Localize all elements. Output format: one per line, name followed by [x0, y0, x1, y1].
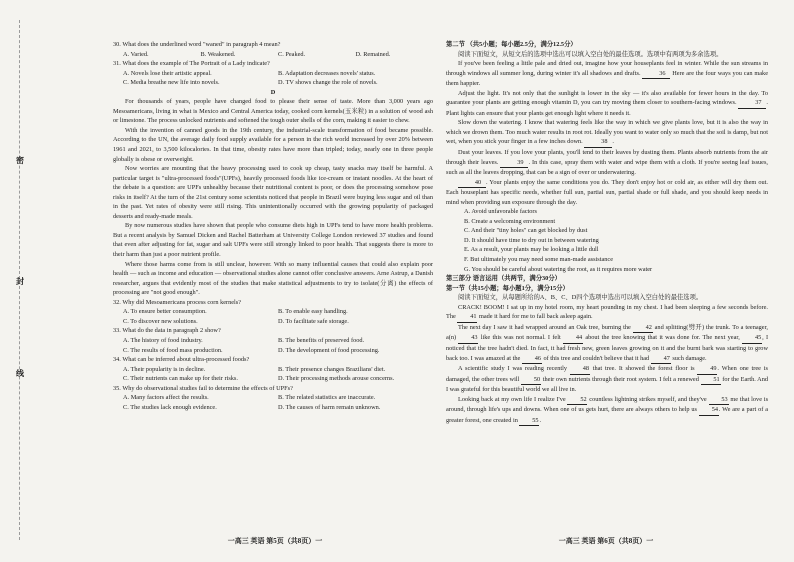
option[interactable]: A. Many factors affect the results.: [123, 394, 209, 402]
section-letter: D: [270, 88, 276, 96]
option[interactable]: B. Weakened.: [200, 50, 236, 58]
cloze-paragraph: Looking back at my own life I realize I've 52 countless lightning strikes myself, and they've 53 me that love is around, through life's ups and downs. When one of us gets hurt, there are always others to help us 54. We are a part of a greater forest, one created in 55.: [446, 395, 768, 427]
option[interactable]: A. Their popularity is in decline.: [123, 365, 206, 373]
option[interactable]: B. To enable easy handling.: [278, 308, 348, 316]
option[interactable]: D. The development of food processing.: [278, 346, 380, 354]
option[interactable]: F. But ultimately you may need some man-made assistance: [464, 256, 614, 264]
blank-49[interactable]: 49: [697, 364, 717, 375]
blank-52[interactable]: 52: [567, 395, 587, 406]
blank-45[interactable]: 45: [742, 333, 762, 344]
passage-paragraph: 40 . Your plants enjoy the same conditions you do. They don't enjoy hot or cold air, as either will dry them out. Each houseplant has specific needs, whether full sun, partial sun, partial shade or full shade, and you should keep needs in mind when providing sun exposure through the day.: [446, 178, 768, 206]
blank-43[interactable]: 43: [458, 333, 478, 344]
option[interactable]: B. Their presence changes Brazilians' diet.: [278, 365, 386, 373]
option[interactable]: C. And their "tiny holes" can get blocked by dust: [464, 227, 588, 235]
gutter-char-seal: 密: [16, 156, 24, 165]
option[interactable]: C. To discover new solutions.: [123, 317, 198, 325]
page-footer-left: 一高三 英语 第5页（共8页）一: [227, 537, 323, 545]
option[interactable]: D. Remained.: [355, 50, 391, 58]
section2-instruction: 阅读下面短文，从短文后的选项中选出可以填入空白处的最佳选项。选项中有两项为多余选项。: [458, 50, 723, 58]
blank-44[interactable]: 44: [563, 333, 583, 344]
blank-38[interactable]: 38: [584, 137, 612, 148]
option[interactable]: B. The related statistics are inaccurate.: [278, 394, 376, 402]
passage-paragraph: With the invention of canned goods in the 19th century, the industrial-scale transformation of food became possible. According to the UN, the average daily food supply available for a person in the rich world increased by over 20% between 1961 and 2021, to 3,500 kilocalories. In that time, obesity rates have more than tripled; today, nearly one in three people globally is obese or overweight.: [113, 126, 433, 163]
gutter-char-seal-2: 封: [16, 277, 24, 286]
option[interactable]: A. To ensure better consumption.: [123, 308, 207, 316]
option[interactable]: D. It should have time to dry out in between watering: [464, 236, 599, 244]
cloze-paragraph: CRACK! BOOM! I sat up in my hotel room, my heart pounding in my chest. I had been sleeping a few seconds before. The 41 made it hard for me to fall back asleep again.: [446, 303, 768, 323]
passage-paragraph: Adjust the light. It's not only that the sunlight is lower in the sky — it's also available for fewer hours in the day. To guarantee your plants are getting enough vitamin D, you can try moving them closer to southern-facing windows. 37 . Plant lights can ensure that your plants get enough light where it needs it.: [446, 89, 768, 117]
option[interactable]: D. To facilitate safe storage.: [278, 317, 349, 325]
q33-stem: 33. What do the data in paragraph 2 show?: [113, 327, 221, 335]
blank-41[interactable]: 41: [457, 312, 477, 323]
part3-heading: 第三部分 语言运用（共两节，满分30分）: [446, 275, 561, 283]
q34-stem: 34. What can be inferred about ultra-processed foods?: [113, 356, 250, 364]
q31-options: [113, 69, 433, 88]
right-column: [446, 40, 768, 426]
seven-choice-options: [446, 207, 768, 274]
q33-options: [113, 336, 433, 355]
blank-40[interactable]: 40: [458, 178, 486, 189]
passage-paragraph: By now numerous studies have shown that people who consume diets high in UPFs tend to have more health problems. But a recent analysis by Samuel Dicken and Rachel Batterham at University College London reviewed 37 studies and found that even after adjusting for fat, sugar and salt UPFs were still strongly linked to poor health. That suggests there is more to their harm than just a poor nutrient profile.: [113, 222, 433, 259]
blank-53[interactable]: 53: [709, 395, 729, 406]
page-footer-right: 一高三 英语 第6页（共8页）一: [558, 537, 654, 545]
q35-options: [113, 393, 433, 412]
blank-42[interactable]: 42: [633, 323, 653, 334]
option[interactable]: D. Their processing methods arouse concerns.: [278, 375, 395, 383]
section1-instruction: 阅读下面短文，从每题所给的A、B、C、D四个选项中选出可以填入空白处的最佳选项。: [458, 294, 703, 302]
gutter-char-line: 线: [16, 369, 24, 378]
passage-paragraph: Now worries are mounting that the heavy processing used to cook up cheap, tasty snacks may itself be harmful. A particular target is "ultra-processed foods"(UPFs), heavily processed foods like ice-cream or instant noodles. At the heart of the debate is a question: are UPFs unhealthy because their nutritional content is poor, or does the processing somehow pose risks in itself? At the turn of the 21st century some scientists noticed that people in Brazil were buying less sugar and oil than in the past. Yet rates of obesity were still rising. This unintentionally occurred with the growing popularity of packaged desserts and ready-made meals.: [113, 165, 433, 220]
blank-46[interactable]: 46: [522, 354, 542, 365]
blank-36[interactable]: 36: [642, 69, 670, 80]
passage-paragraph: Dust your leaves. If you love your plants, you'll tend to their leaves by dusting them. Plants absorb nutrients from the air through their leaves. 39 . In this case, spray them with water and wipe them with a cloth. If you're seeing leaf issues, such as all the leaves dropping, that can be a sign of over or underwatering.: [446, 149, 768, 177]
blank-47[interactable]: 47: [651, 354, 671, 365]
blank-51[interactable]: 51: [701, 375, 721, 386]
q30-options: [113, 50, 433, 60]
q35-stem: 35. Why do observational studies fail to determine the effects of UPFs?: [113, 384, 293, 392]
section1-heading: 第一节（共15小题；每小题1分，满分15分）: [446, 284, 569, 292]
blank-39[interactable]: 39: [500, 158, 528, 169]
cloze-paragraph: The next day I saw it had wrapped around an Oak tree, burning the 42 and splitting(劈开) the trunk. To a teenager, a(n) 43 like this was not normal. I felt 44 about the tree knowing that it was done for. The next year, 45, I noticed that the tree hadn't died. In fact, it had fresh new, green leaves growing on it and the burnt bark was starting to grow back too. I was amazed at the 46 of this tree and couldn't believe that it had 47 such damage.: [446, 323, 768, 364]
option[interactable]: A. Novels lose their artistic appeal.: [123, 69, 212, 77]
passage-paragraph: If you've been feeling a little pale and dried out, imagine how your houseplants feel in winter. While the sun streams in through windows all summer long, during winter it's all shadows and drafts. 36 Here are the four ways you can make them happier.: [446, 60, 768, 88]
option[interactable]: C. The results of food mass production.: [123, 346, 223, 354]
q31-stem: 31. What does the example of The Portrait of a Lady indicate?: [113, 60, 270, 68]
section2-heading: 第二节 （共5小题；每小题2.5分，满分12.5分）: [446, 41, 577, 48]
blank-37[interactable]: 37: [738, 98, 766, 109]
option[interactable]: C. Media breathe new life into novels.: [123, 79, 220, 87]
option[interactable]: B. Create a welcoming environment: [464, 217, 556, 225]
passage-paragraph: For thousands of years, people have changed food to please their sense of taste. More than 3,000 years ago Mesoamericans, living in what is Mexico and Central America today, cooked corn kernels(玉米粒) in a solution of wood ash or limestone. The process unlocked nutrients and softened the tough outer shells of the corn, making it easier to chew.: [113, 98, 433, 125]
option[interactable]: E. As a result, your plants may be looking a little dull: [464, 246, 599, 254]
option[interactable]: A. Varied.: [123, 50, 149, 58]
option[interactable]: A. The history of food industry.: [123, 336, 203, 344]
option[interactable]: C. Their nutrients can make up for their risks.: [123, 375, 238, 383]
left-column: [113, 40, 433, 412]
passage-paragraph: Where those harms come from is still unclear, however. With so many influential causes that could also explain poor health — such as income and education — observational studies alone cannot offer conclusive answers. Arne Astrup, a Danish researcher, argues that evidently most of the studies that make statistical adjustments to try to isolate(分离) the effects of processing are "not good enough".: [113, 260, 433, 297]
cloze-paragraph: A scientific study I was reading recently 48 that tree. It showed the forest floor is 49. When one tree is damaged, the other trees will 50 their own nutrients through their root system. I felt a renewed 51 for the Earth. And I was grateful for this beautiful world we all live in.: [446, 365, 769, 394]
option[interactable]: D. TV shows change the role of novels.: [278, 79, 378, 87]
option[interactable]: C. The studies lack enough evidence.: [123, 403, 217, 411]
passage-paragraph: Slow down the watering. I know that watering feels like the way in which we give plants love, but it is also the way in which we drown them. Too much water results in root rot. Ideally you want to water only so much that the soil is damp, but not wet, when you stick your finger in a few inches down. 38 .: [446, 118, 768, 148]
option[interactable]: D. The causes of harm remain unknown.: [278, 403, 381, 411]
option[interactable]: B. The benefits of preserved food.: [278, 336, 365, 344]
q32-options: [113, 307, 433, 326]
option[interactable]: G. You should be careful about watering the root, as it requires more water: [464, 265, 653, 273]
blank-54[interactable]: 54: [699, 405, 719, 416]
option[interactable]: C. Peaked.: [278, 50, 306, 58]
q32-stem: 32. Why did Mesoamericans process corn kernels?: [113, 298, 242, 306]
option[interactable]: A. Avoid unfavorable factors: [464, 208, 537, 216]
option[interactable]: B. Adaptation decreases novels' status.: [278, 69, 376, 77]
blank-48[interactable]: 48: [570, 364, 590, 375]
q30-stem: 30. What does the underlined word "waned" in paragraph 4 mean?: [113, 41, 281, 48]
blank-50[interactable]: 50: [521, 375, 541, 386]
blank-55[interactable]: 55: [519, 416, 539, 427]
q34-options: [113, 365, 433, 384]
